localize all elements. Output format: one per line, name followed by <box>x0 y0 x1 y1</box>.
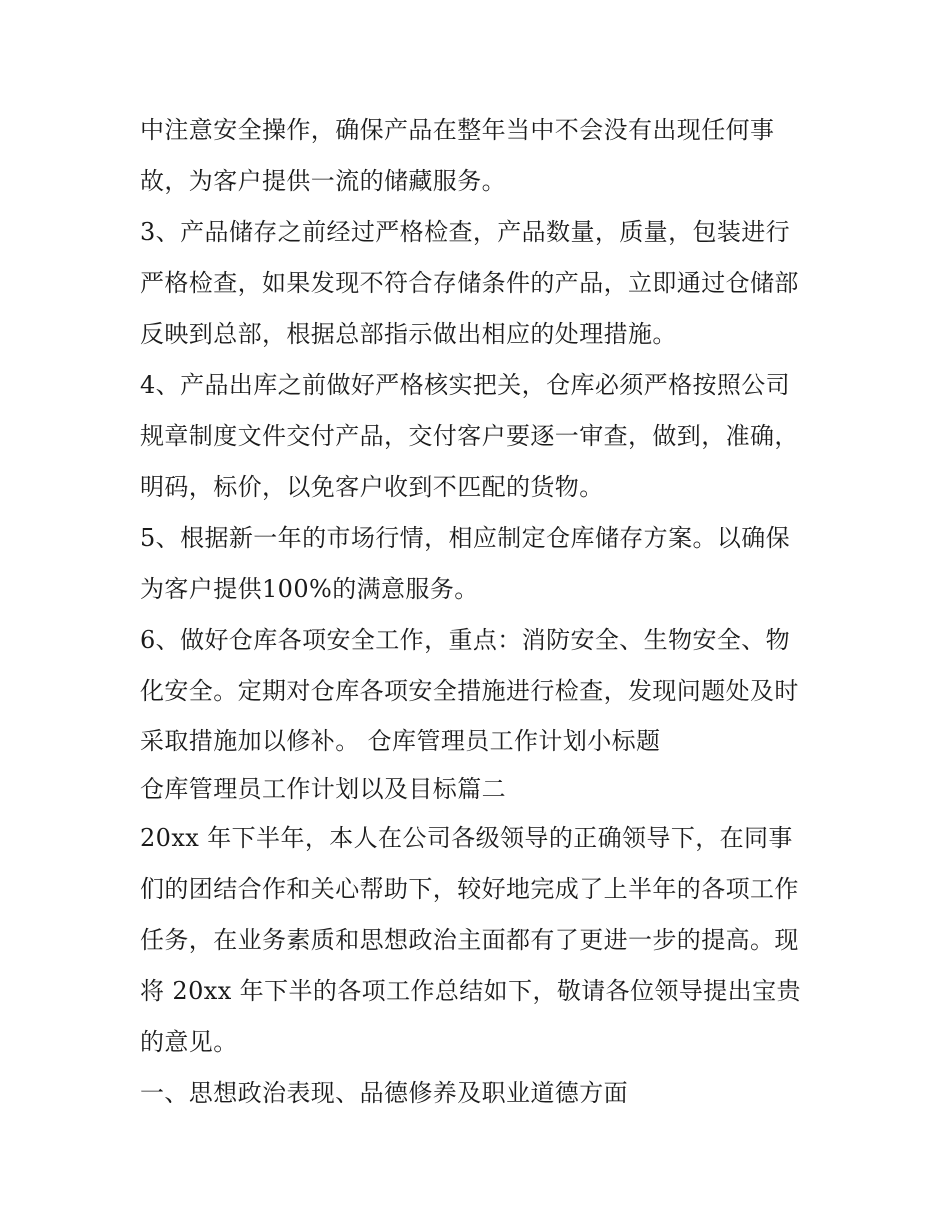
text-line: 5、根据新一年的市场行情，相应制定仓库储存方案。以确保 <box>140 524 791 552</box>
text-line: 故，为客户提供一流的储藏服务。 <box>140 167 506 195</box>
text-line: 为客户提供100%的满意服务。 <box>140 575 479 603</box>
text-line: 中注意安全操作，确保产品在整年当中不会没有出现任何事 <box>140 116 775 144</box>
text-line: 6、做好仓库各项安全工作，重点：消防安全、生物安全、物 <box>140 626 791 654</box>
text-line: 化安全。定期对仓库各项安全措施进行检查，发现问题处及时 <box>140 677 799 705</box>
section-heading: 仓库管理员工作计划以及目标篇二 <box>140 775 506 803</box>
text-line: 采取措施加以修补。 仓库管理员工作计划小标题 <box>140 727 661 755</box>
text-line: 3、产品储存之前经过严格检查，产品数量，质量，包装进行 <box>140 218 791 246</box>
text-line: 将 20xx 年下半的各项工作总结如下，敬请各位领导提出宝贵 <box>140 977 801 1005</box>
text-line: 们的团结合作和关心帮助下，较好地完成了上半年的各项工作 <box>140 875 799 903</box>
text-line: 反映到总部，根据总部指示做出相应的处理措施。 <box>140 320 677 348</box>
document-body <box>140 105 820 1119</box>
section-heading: 一、思想政治表现、品德修养及职业道德方面 <box>140 1079 628 1107</box>
text-line: 的意见。 <box>140 1028 238 1056</box>
text-line: 明码，标价，以免客户收到不匹配的货物。 <box>140 473 604 501</box>
text-line: 4、产品出库之前做好严格核实把关，仓库必须严格按照公司 <box>140 371 791 399</box>
text-line: 规章制度文件交付产品，交付客户要逐一审查，做到，准确， <box>140 422 799 450</box>
text-line: 严格检查，如果发现不符合存储条件的产品，立即通过仓储部 <box>140 269 799 297</box>
text-line: 任务，在业务素质和思想政治主面都有了更进一步的提高。现 <box>140 926 799 954</box>
text-line: 20xx 年下半年，本人在公司各级领导的正确领导下，在同事 <box>140 824 793 852</box>
